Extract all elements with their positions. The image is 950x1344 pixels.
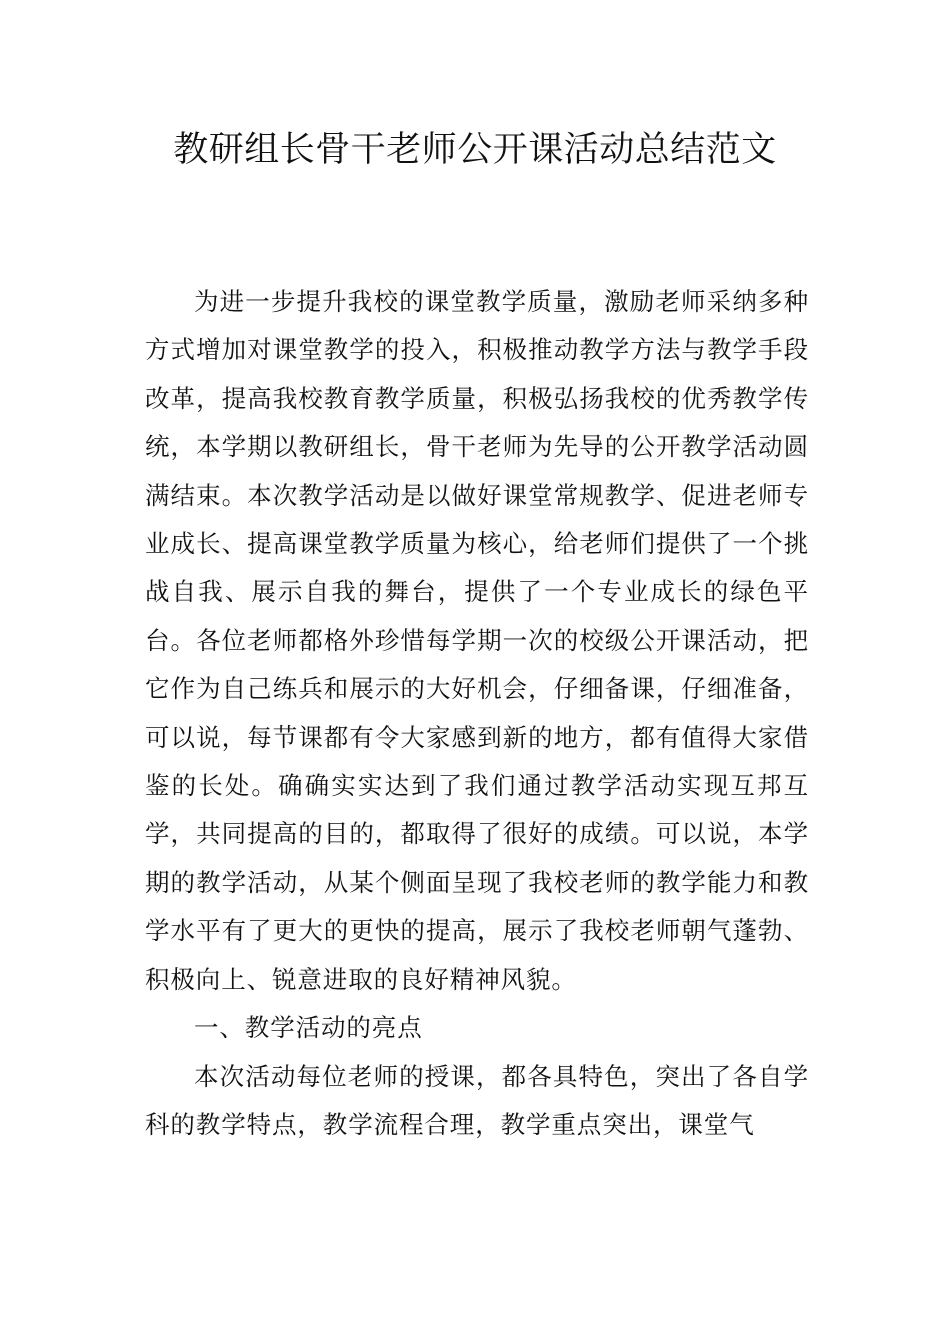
section-paragraph: 本次活动每位老师的授课，都各具特色，突出了各自学科的教学特点，教学流程合理，教学重点突出，课堂气 <box>145 1061 809 1139</box>
document-body <box>145 278 809 1149</box>
section-heading: 一、教学活动的亮点 <box>194 1013 423 1043</box>
intro-paragraph: 为进一步提升我校的课堂教学质量，激励老师采纳多种方式增加对课堂教学的投入，积极推动教学方法与教学手段改革，提高我校教育教学质量，积极弘扬我校的优秀教学传统，本学期以教研组长，骨干老师为先导的公开教学活动圆满结束。本次教学活动是以做好课堂常规教学、促进老师专业成长、提高课堂教学质量为核心，给老师们提供了一个挑战自我、展示自我的舞台，提供了一个专业成长的绿色平台。各位老师都格外珍惜每学期一次的校级公开课活动，把它作为自己练兵和展示的大好机会，仔细备课，仔细准备，可以说，每节课都有令大家感到新的地方，都有值得大家借鉴的长处。确确实实达到了我们通过教学活动实现互邦互学，共同提高的目的，都取得了很好的成绩。可以说，本学期的教学活动，从某个侧面呈现了我校老师的教学能力和教学水平有了更大的更快的提高，展示了我校老师朝气蓬勃、积极向上、锐意进取的良好精神风貌。 <box>145 287 809 994</box>
document-title: 教研组长骨干老师公开课活动总结范文 <box>173 130 777 170</box>
